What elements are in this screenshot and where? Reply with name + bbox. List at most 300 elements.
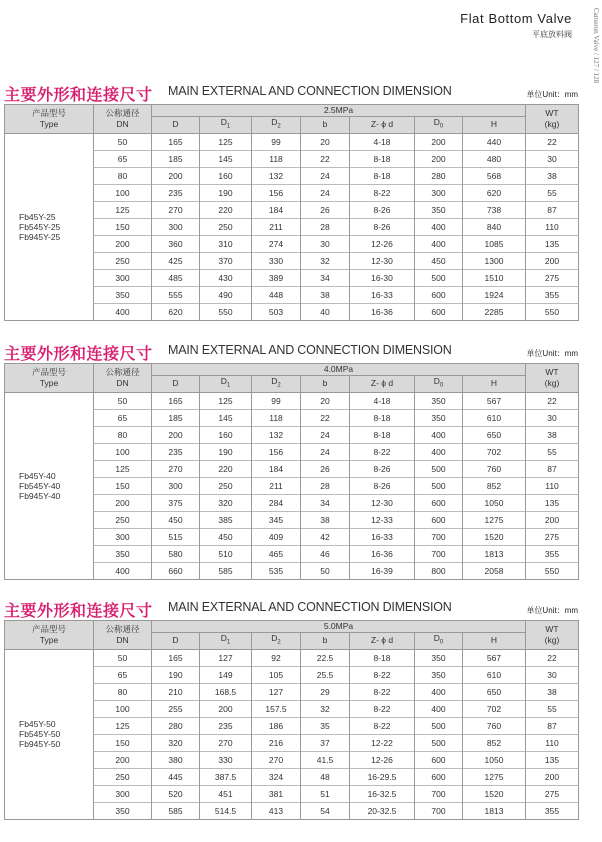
table-cell: 413: [252, 802, 301, 819]
table-cell: 8-26: [350, 477, 415, 494]
table-cell: 200: [526, 511, 579, 528]
table-cell: 8-18: [350, 426, 415, 443]
table-cell: 585: [152, 802, 200, 819]
col-header-label: $D_0$: [433, 376, 444, 389]
unit-label: 单位Unit：mm: [526, 349, 578, 358]
type-en: Type: [39, 634, 59, 645]
table-cell: 375: [152, 494, 200, 511]
col-header-6: H: [463, 117, 526, 134]
table-cell: 24: [301, 167, 350, 184]
col-header-label: $D_1$: [220, 117, 231, 130]
table-cell: 2285: [463, 303, 526, 320]
table-cell: 87: [526, 717, 579, 734]
dimension-section: [4, 598, 578, 820]
table-cell: 190: [152, 666, 200, 683]
table-cell: 30: [526, 666, 579, 683]
section-title-cn: 主要外形和连接尺寸: [4, 346, 153, 363]
table-cell: 450: [415, 252, 463, 269]
table-cell: 8-22: [350, 683, 415, 700]
unit-label: 单位Unit：mm: [526, 606, 578, 615]
table-cell: 350: [94, 286, 152, 303]
col-header-label: $D_1$: [220, 633, 231, 646]
table-cell: 135: [526, 494, 579, 511]
unit-label: 单位Unit：mm: [526, 90, 578, 99]
table-cell: 350: [94, 545, 152, 562]
table-cell: 738: [463, 201, 526, 218]
table-cell: 1050: [463, 751, 526, 768]
type-cn: 产品型号: [31, 107, 66, 118]
table-cell: 190: [200, 184, 252, 201]
table-cell: 550: [526, 303, 579, 320]
table-cell: 300: [94, 269, 152, 286]
dn-cn: 公称通径: [105, 623, 140, 634]
table-cell: 8-22: [350, 666, 415, 683]
table-cell: 300: [94, 785, 152, 802]
table-cell: 24: [301, 184, 350, 201]
table-cell: 42: [301, 528, 350, 545]
table-cell: 510: [200, 545, 252, 562]
pressure-header: 4.0MPa: [152, 364, 526, 376]
table-cell: 12-26: [350, 751, 415, 768]
table-cell: 34: [301, 494, 350, 511]
table-cell: 28: [301, 477, 350, 494]
table-cell: 8-18: [350, 150, 415, 167]
table-cell: 125: [200, 392, 252, 409]
section-title-en: MAIN EXTERNAL AND CONNECTION DIMENSION: [168, 343, 452, 357]
table-cell: 600: [415, 768, 463, 785]
dimension-section: [4, 82, 578, 321]
table-cell: 600: [415, 494, 463, 511]
type-model: Fb545Y-25: [19, 221, 61, 232]
table-cell: 200: [415, 150, 463, 167]
table-cell: 275: [526, 528, 579, 545]
table-cell: 300: [152, 477, 200, 494]
table-cell: 400: [415, 700, 463, 717]
table-cell: 255: [152, 700, 200, 717]
table-cell: 110: [526, 734, 579, 751]
table-cell: 350: [415, 666, 463, 683]
table-cell: 465: [252, 545, 301, 562]
table-cell: 16-36: [350, 303, 415, 320]
table-cell: 80: [94, 167, 152, 184]
table-cell: 702: [463, 443, 526, 460]
table-cell: 38: [301, 286, 350, 303]
table-cell: 360: [152, 235, 200, 252]
table-cell: 620: [152, 303, 200, 320]
type-model: Fb945Y-40: [19, 490, 61, 501]
table-cell: 400: [94, 303, 152, 320]
table-cell: 270: [252, 751, 301, 768]
table-cell: 320: [152, 734, 200, 751]
table-cell: 22.5: [301, 649, 350, 666]
table-cell: 385: [200, 511, 252, 528]
col-header-label: $D_0$: [433, 633, 444, 646]
table-cell: 1924: [463, 286, 526, 303]
table-cell: 1813: [463, 802, 526, 819]
table-cell: 567: [463, 392, 526, 409]
table-cell: 220: [200, 201, 252, 218]
table-cell: 450: [200, 528, 252, 545]
table-cell: 92: [252, 649, 301, 666]
wt-label: WT: [545, 623, 559, 634]
type-cn: 产品型号: [31, 366, 66, 377]
table-cell: 310: [200, 235, 252, 252]
dimension-section: [4, 341, 578, 580]
table-cell: 156: [252, 184, 301, 201]
table-cell: 65: [94, 409, 152, 426]
table-cell: 320: [200, 494, 252, 511]
table-cell: 165: [152, 649, 200, 666]
table-cell: 125: [94, 460, 152, 477]
table-cell: 132: [252, 426, 301, 443]
table-cell: 200: [415, 133, 463, 150]
col-header-0: D: [152, 117, 200, 134]
table-cell: 110: [526, 477, 579, 494]
table-cell: 250: [200, 477, 252, 494]
table-cell: 450: [152, 511, 200, 528]
table-cell: 22: [301, 409, 350, 426]
table-cell: 8-18: [350, 167, 415, 184]
table-cell: 600: [415, 751, 463, 768]
col-header-3: b: [301, 633, 350, 650]
table-cell: 200: [152, 167, 200, 184]
type-en: Type: [39, 118, 59, 129]
table-cell: 125: [94, 717, 152, 734]
table-cell: 355: [526, 802, 579, 819]
table-cell: 28: [301, 218, 350, 235]
header-subtitle: 平底放料阀: [532, 30, 572, 39]
table-cell: 65: [94, 150, 152, 167]
table-cell: 8-26: [350, 218, 415, 235]
dimension-table: [4, 363, 579, 580]
table-cell: 8-18: [350, 649, 415, 666]
col-header-type: [5, 364, 94, 393]
table-cell: 585: [200, 562, 252, 579]
table-cell: 8-22: [350, 443, 415, 460]
table-row: [5, 649, 579, 666]
table-cell: 30: [301, 235, 350, 252]
table-cell: 145: [200, 409, 252, 426]
col-header-wt: [526, 621, 579, 650]
table-cell: 1520: [463, 528, 526, 545]
table-cell: 8-18: [350, 409, 415, 426]
table-cell: 55: [526, 443, 579, 460]
table-cell: 190: [200, 443, 252, 460]
type-model: Fb545Y-50: [19, 729, 61, 740]
table-cell: 110: [526, 218, 579, 235]
table-cell: 184: [252, 201, 301, 218]
col-header-1: [200, 117, 252, 134]
wt-unit: (kg): [544, 634, 560, 645]
table-cell: 235: [200, 717, 252, 734]
table-cell: 200: [526, 768, 579, 785]
table-cell: 38: [526, 426, 579, 443]
table-cell: 125: [94, 201, 152, 218]
table-cell: 760: [463, 717, 526, 734]
col-header-5: [415, 633, 463, 650]
table-cell: 35: [301, 717, 350, 734]
type-cn: 产品型号: [31, 623, 66, 634]
table-cell: 8-22: [350, 717, 415, 734]
table-cell: 50: [94, 392, 152, 409]
table-cell: 700: [415, 545, 463, 562]
col-header-dn: [94, 621, 152, 650]
table-cell: 100: [94, 700, 152, 717]
table-cell: 580: [152, 545, 200, 562]
table-cell: 515: [152, 528, 200, 545]
table-cell: 118: [252, 150, 301, 167]
table-cell: 500: [415, 717, 463, 734]
table-cell: 50: [94, 649, 152, 666]
table-cell: 400: [415, 683, 463, 700]
section-heading: [4, 341, 578, 363]
col-header-label: $D_2$: [271, 633, 281, 646]
table-cell: 216: [252, 734, 301, 751]
table-cell: 400: [415, 443, 463, 460]
section-title-en: MAIN EXTERNAL AND CONNECTION DIMENSION: [168, 84, 452, 98]
section-title-cn: 主要外形和连接尺寸: [4, 603, 153, 620]
table-cell: 1300: [463, 252, 526, 269]
table-cell: 34: [301, 269, 350, 286]
table-cell: 600: [415, 303, 463, 320]
table-cell: 324: [252, 768, 301, 785]
table-cell: 270: [200, 734, 252, 751]
dn-cn: 公称通径: [105, 107, 140, 118]
table-cell: 168.5: [200, 683, 252, 700]
table-cell: 300: [94, 528, 152, 545]
table-cell: 38: [526, 683, 579, 700]
table-cell: 1813: [463, 545, 526, 562]
table-cell: 1275: [463, 511, 526, 528]
table-cell: 800: [415, 562, 463, 579]
table-cell: 132: [252, 167, 301, 184]
table-cell: 852: [463, 477, 526, 494]
table-cell: 87: [526, 201, 579, 218]
dn-en: DN: [116, 634, 129, 645]
table-cell: 1050: [463, 494, 526, 511]
table-cell: 381: [252, 785, 301, 802]
dn-en: DN: [116, 377, 129, 388]
section-heading: [4, 82, 578, 104]
section-title-cn: 主要外形和连接尺寸: [4, 87, 153, 104]
table-cell: 250: [94, 511, 152, 528]
table-cell: 160: [200, 167, 252, 184]
table-cell: 185: [152, 409, 200, 426]
table-cell: 355: [526, 545, 579, 562]
table-cell: 284: [252, 494, 301, 511]
table-cell: 389: [252, 269, 301, 286]
table-cell: 55: [526, 700, 579, 717]
table-cell: 567: [463, 649, 526, 666]
table-cell: 355: [526, 286, 579, 303]
table-cell: 490: [200, 286, 252, 303]
section-title-en: MAIN EXTERNAL AND CONNECTION DIMENSION: [168, 600, 452, 614]
table-cell: 185: [152, 150, 200, 167]
table-cell: 610: [463, 666, 526, 683]
col-header-3: b: [301, 117, 350, 134]
col-header-2: [252, 376, 301, 393]
table-cell: 16-32.5: [350, 785, 415, 802]
table-cell: 12-33: [350, 511, 415, 528]
table-cell: 425: [152, 252, 200, 269]
table-cell: 555: [152, 286, 200, 303]
table-row: [5, 392, 579, 409]
table-cell: 568: [463, 167, 526, 184]
table-cell: 12-30: [350, 252, 415, 269]
header-row: [5, 364, 579, 376]
table-cell: 16-29.5: [350, 768, 415, 785]
table-cell: 220: [200, 460, 252, 477]
table-cell: 22: [526, 392, 579, 409]
table-cell: 40: [301, 303, 350, 320]
table-cell: 29: [301, 683, 350, 700]
table-cell: 1520: [463, 785, 526, 802]
table-cell: 250: [94, 252, 152, 269]
table-cell: 4-18: [350, 392, 415, 409]
type-cell: [5, 392, 94, 579]
table-cell: 135: [526, 751, 579, 768]
table-cell: 16-33: [350, 528, 415, 545]
col-header-0: D: [152, 376, 200, 393]
table-cell: 350: [415, 392, 463, 409]
table-cell: 127: [200, 649, 252, 666]
table-cell: 150: [94, 734, 152, 751]
col-header-label: $D_2$: [271, 117, 281, 130]
type-model: Fb945Y-25: [19, 231, 61, 242]
table-cell: 38: [526, 167, 579, 184]
table-cell: 445: [152, 768, 200, 785]
table-cell: 480: [463, 150, 526, 167]
table-cell: 186: [252, 717, 301, 734]
table-cell: 50: [94, 133, 152, 150]
table-cell: 440: [463, 133, 526, 150]
table-cell: 8-26: [350, 201, 415, 218]
wt-label: WT: [545, 107, 559, 118]
pressure-header: 5.0MPa: [152, 621, 526, 633]
table-cell: 700: [415, 785, 463, 802]
table-cell: 400: [415, 235, 463, 252]
type-model: Fb45Y-40: [19, 470, 56, 481]
table-cell: 125: [200, 133, 252, 150]
col-header-4: Z- ϕ d: [350, 633, 415, 650]
table-row: [5, 133, 579, 150]
col-header-4: Z- ϕ d: [350, 376, 415, 393]
dn-cn: 公称通径: [105, 366, 140, 377]
table-cell: 350: [415, 409, 463, 426]
col-header-4: Z- ϕ d: [350, 117, 415, 134]
table-cell: 100: [94, 443, 152, 460]
table-cell: 700: [415, 528, 463, 545]
col-header-6: H: [463, 633, 526, 650]
table-cell: 165: [152, 133, 200, 150]
col-header-dn: [94, 364, 152, 393]
table-cell: 250: [94, 768, 152, 785]
table-cell: 54: [301, 802, 350, 819]
table-cell: 211: [252, 218, 301, 235]
table-cell: 50: [301, 562, 350, 579]
col-header-label: $D_1$: [220, 376, 231, 389]
table-cell: 280: [415, 167, 463, 184]
table-cell: 520: [152, 785, 200, 802]
table-cell: 702: [463, 700, 526, 717]
table-cell: 20-32.5: [350, 802, 415, 819]
table-cell: 270: [152, 460, 200, 477]
table-cell: 160: [200, 426, 252, 443]
col-header-wt: [526, 364, 579, 393]
table-cell: 400: [415, 218, 463, 235]
table-cell: 22: [526, 133, 579, 150]
table-cell: 46: [301, 545, 350, 562]
table-cell: 235: [152, 443, 200, 460]
table-cell: 200: [200, 700, 252, 717]
table-cell: 852: [463, 734, 526, 751]
table-cell: 660: [152, 562, 200, 579]
table-cell: 650: [463, 683, 526, 700]
wt-unit: (kg): [544, 118, 560, 129]
table-cell: 250: [200, 218, 252, 235]
type-cell: [5, 649, 94, 819]
table-cell: 26: [301, 460, 350, 477]
col-header-wt: [526, 105, 579, 134]
table-cell: 145: [200, 150, 252, 167]
table-cell: 149: [200, 666, 252, 683]
wt-unit: (kg): [544, 377, 560, 388]
header-row: [5, 621, 579, 633]
col-header-2: [252, 633, 301, 650]
table-cell: 200: [152, 426, 200, 443]
table-cell: 610: [463, 409, 526, 426]
table-cell: 200: [94, 494, 152, 511]
table-cell: 330: [200, 751, 252, 768]
table-cell: 275: [526, 785, 579, 802]
col-header-1: [200, 376, 252, 393]
table-cell: 387.5: [200, 768, 252, 785]
table-cell: 345: [252, 511, 301, 528]
table-cell: 200: [94, 235, 152, 252]
table-cell: 8-26: [350, 460, 415, 477]
table-cell: 274: [252, 235, 301, 252]
table-cell: 275: [526, 269, 579, 286]
table-cell: 37: [301, 734, 350, 751]
type-model: Fb45Y-25: [19, 211, 56, 222]
table-cell: 350: [415, 649, 463, 666]
table-cell: 55: [526, 184, 579, 201]
table-cell: 760: [463, 460, 526, 477]
table-cell: 150: [94, 218, 152, 235]
table-cell: 700: [415, 802, 463, 819]
table-cell: 350: [94, 802, 152, 819]
table-cell: 38: [301, 511, 350, 528]
table-cell: 448: [252, 286, 301, 303]
table-cell: 500: [415, 460, 463, 477]
table-cell: 20: [301, 392, 350, 409]
table-cell: 32: [301, 252, 350, 269]
table-cell: 330: [252, 252, 301, 269]
table-cell: 135: [526, 235, 579, 252]
table-cell: 400: [415, 426, 463, 443]
table-cell: 620: [463, 184, 526, 201]
table-cell: 350: [415, 201, 463, 218]
dimension-table: [4, 620, 579, 820]
table-cell: 16-36: [350, 545, 415, 562]
table-cell: 270: [152, 201, 200, 218]
col-header-label: $D_2$: [271, 376, 281, 389]
table-cell: 16-30: [350, 269, 415, 286]
table-cell: 165: [152, 392, 200, 409]
pressure-header: 2.5MPa: [152, 105, 526, 117]
table-cell: 1510: [463, 269, 526, 286]
col-header-3: b: [301, 376, 350, 393]
